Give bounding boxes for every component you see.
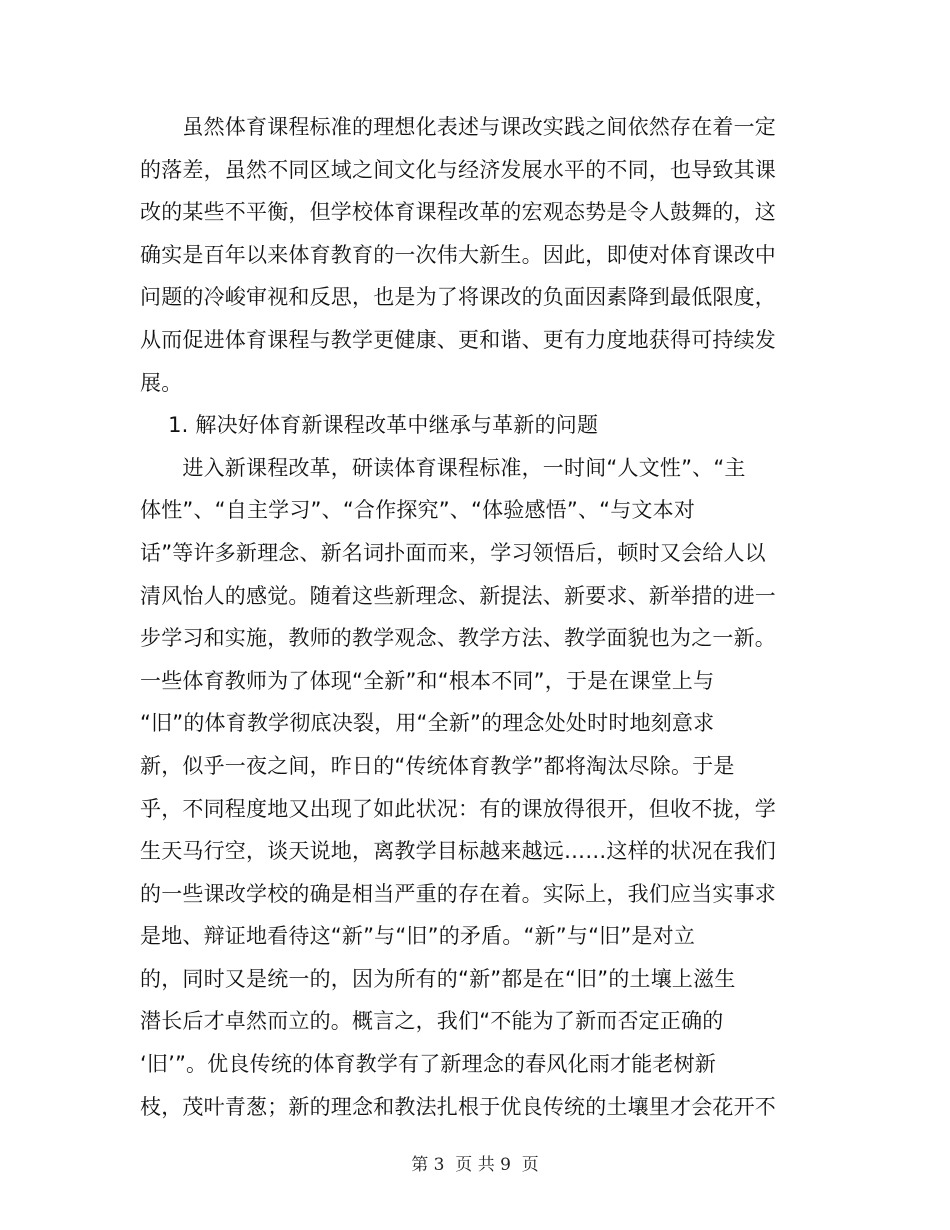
- text-line: 潜长后才卓然而立的。概言之，我们“不能为了新而否定正确的: [140, 1009, 724, 1034]
- text-line: 是地、辩证地看待这“新”与“旧”的矛盾。“新”与“旧”是对立: [140, 924, 696, 949]
- text-line: 话”等许多新理念、新名词扑面而来，学习领悟后，顿时又会给人以: [140, 540, 766, 565]
- section-heading: 1. 解决好体育新课程改革中继承与革新的问题: [140, 413, 599, 438]
- text-line: 步学习和实施，教师的教学观念、教学方法、教学面貌也为之一新。: [140, 626, 776, 651]
- text-line: 展。: [140, 370, 183, 395]
- text-line: 问题的冷峻审视和反思，也是为了将课改的负面因素降到最低限度，: [140, 285, 776, 310]
- text-line: 的落差，虽然不同区域之间文化与经济发展水平的不同，也导致其课: [140, 157, 776, 182]
- text-line: 改的某些不平衡，但学校体育课程改革的宏观态势是令人鼓舞的，这: [140, 200, 776, 225]
- text-line: 确实是百年以来体育教育的一次伟大新生。因此，即使对体育课改中: [140, 242, 776, 267]
- text-line: 体性”、“自主学习”、“合作探究”、“体验感悟”、“与文本对: [140, 498, 696, 523]
- text-line: 虽然体育课程标准的理想化表述与课改实践之间依然存在着一定: [140, 115, 776, 139]
- text-line: 枝，茂叶青葱；新的理念和教法扎根于优良传统的土壤里才会花开不: [140, 1094, 776, 1119]
- text-line: 生天马行空，谈天说地，离教学目标越来越远……这样的状况在我们: [140, 839, 776, 864]
- page-number-footer: 第 3 页 共 9 页: [411, 1155, 539, 1175]
- text-line: “旧”的体育教学彻底决裂，用“全新”的理念处处时时地刻意求: [140, 711, 715, 736]
- text-line: 一些体育教师为了体现“全新”和“根本不同”，于是在课堂上与: [140, 668, 715, 693]
- text-line: 进入新课程改革，研读体育课程标准，一时间“人文性”、“主: [140, 455, 746, 480]
- text-line: 从而促进体育课程与教学更健康、更和谐、更有力度地获得可持续发: [140, 327, 776, 352]
- text-line: 的一些课改学校的确是相当严重的存在着。实际上，我们应当实事求: [140, 881, 776, 906]
- text-line: 的，同时又是统一的，因为所有的“新”都是在“旧”的土壤上滋生: [140, 966, 736, 991]
- text-line: 清风怡人的感觉。随着这些新理念、新提法、新要求、新举措的进一: [140, 583, 776, 608]
- body-text: [140, 106, 776, 1128]
- text-line: 新，似乎一夜之间，昨日的“传统体育教学”都将淘汰尽除。于是: [140, 753, 735, 778]
- text-line: ‘旧’”。优良传统的体育教学有了新理念的春风化雨才能老树新: [140, 1052, 717, 1077]
- text-line: 乎，不同程度地又出现了如此状况：有的课放得很开，但收不拢，学: [140, 796, 776, 821]
